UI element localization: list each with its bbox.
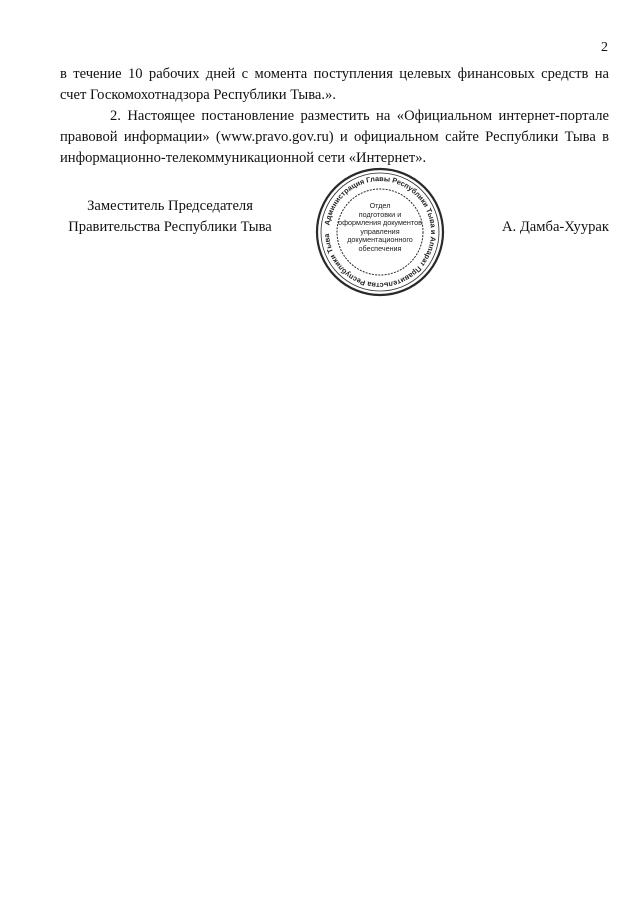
signer-name: А. Дамба-Хуурак [502, 219, 609, 235]
stamp-center-line-1: Отдел [369, 201, 391, 210]
body-paragraph-2: 2. Настоящее постановление разместить на «Официальном интернет-портале правовой информации» (www.pravo.gov.ru) и официальном сайте Республики Тыва в информационно-телекоммуникационной сети «Интернет». [60, 108, 609, 166]
signature-block [60, 173, 609, 306]
stamp-center-line-2: подготовки и [358, 209, 402, 219]
stamp-center-line-3: оформления документов [338, 218, 422, 228]
stamp-ring-text: Администрация Главы Республики Тыва и Аппарат Правительства Республики Тыва [322, 173, 439, 291]
body-paragraph-1: в течение 10 рабочих дней с момента поступления целевых финансовых средств на счет Госкомохотнадзора Республики Тыва.». [60, 66, 609, 103]
stamp-center-line-5: документационного [347, 235, 413, 245]
page-number: 2 [601, 40, 608, 55]
stamp-center-line-4: управления [360, 226, 400, 236]
official-stamp [314, 166, 446, 298]
stamp-center-text [314, 202, 446, 254]
signer-title [60, 196, 280, 238]
document-body [60, 64, 609, 169]
signer-title-line-2: Правительства Республики Тыва [68, 219, 272, 235]
signer-title-line-1: Заместитель Председателя [87, 198, 253, 214]
stamp-center-line-6: обеспечения [358, 243, 402, 253]
